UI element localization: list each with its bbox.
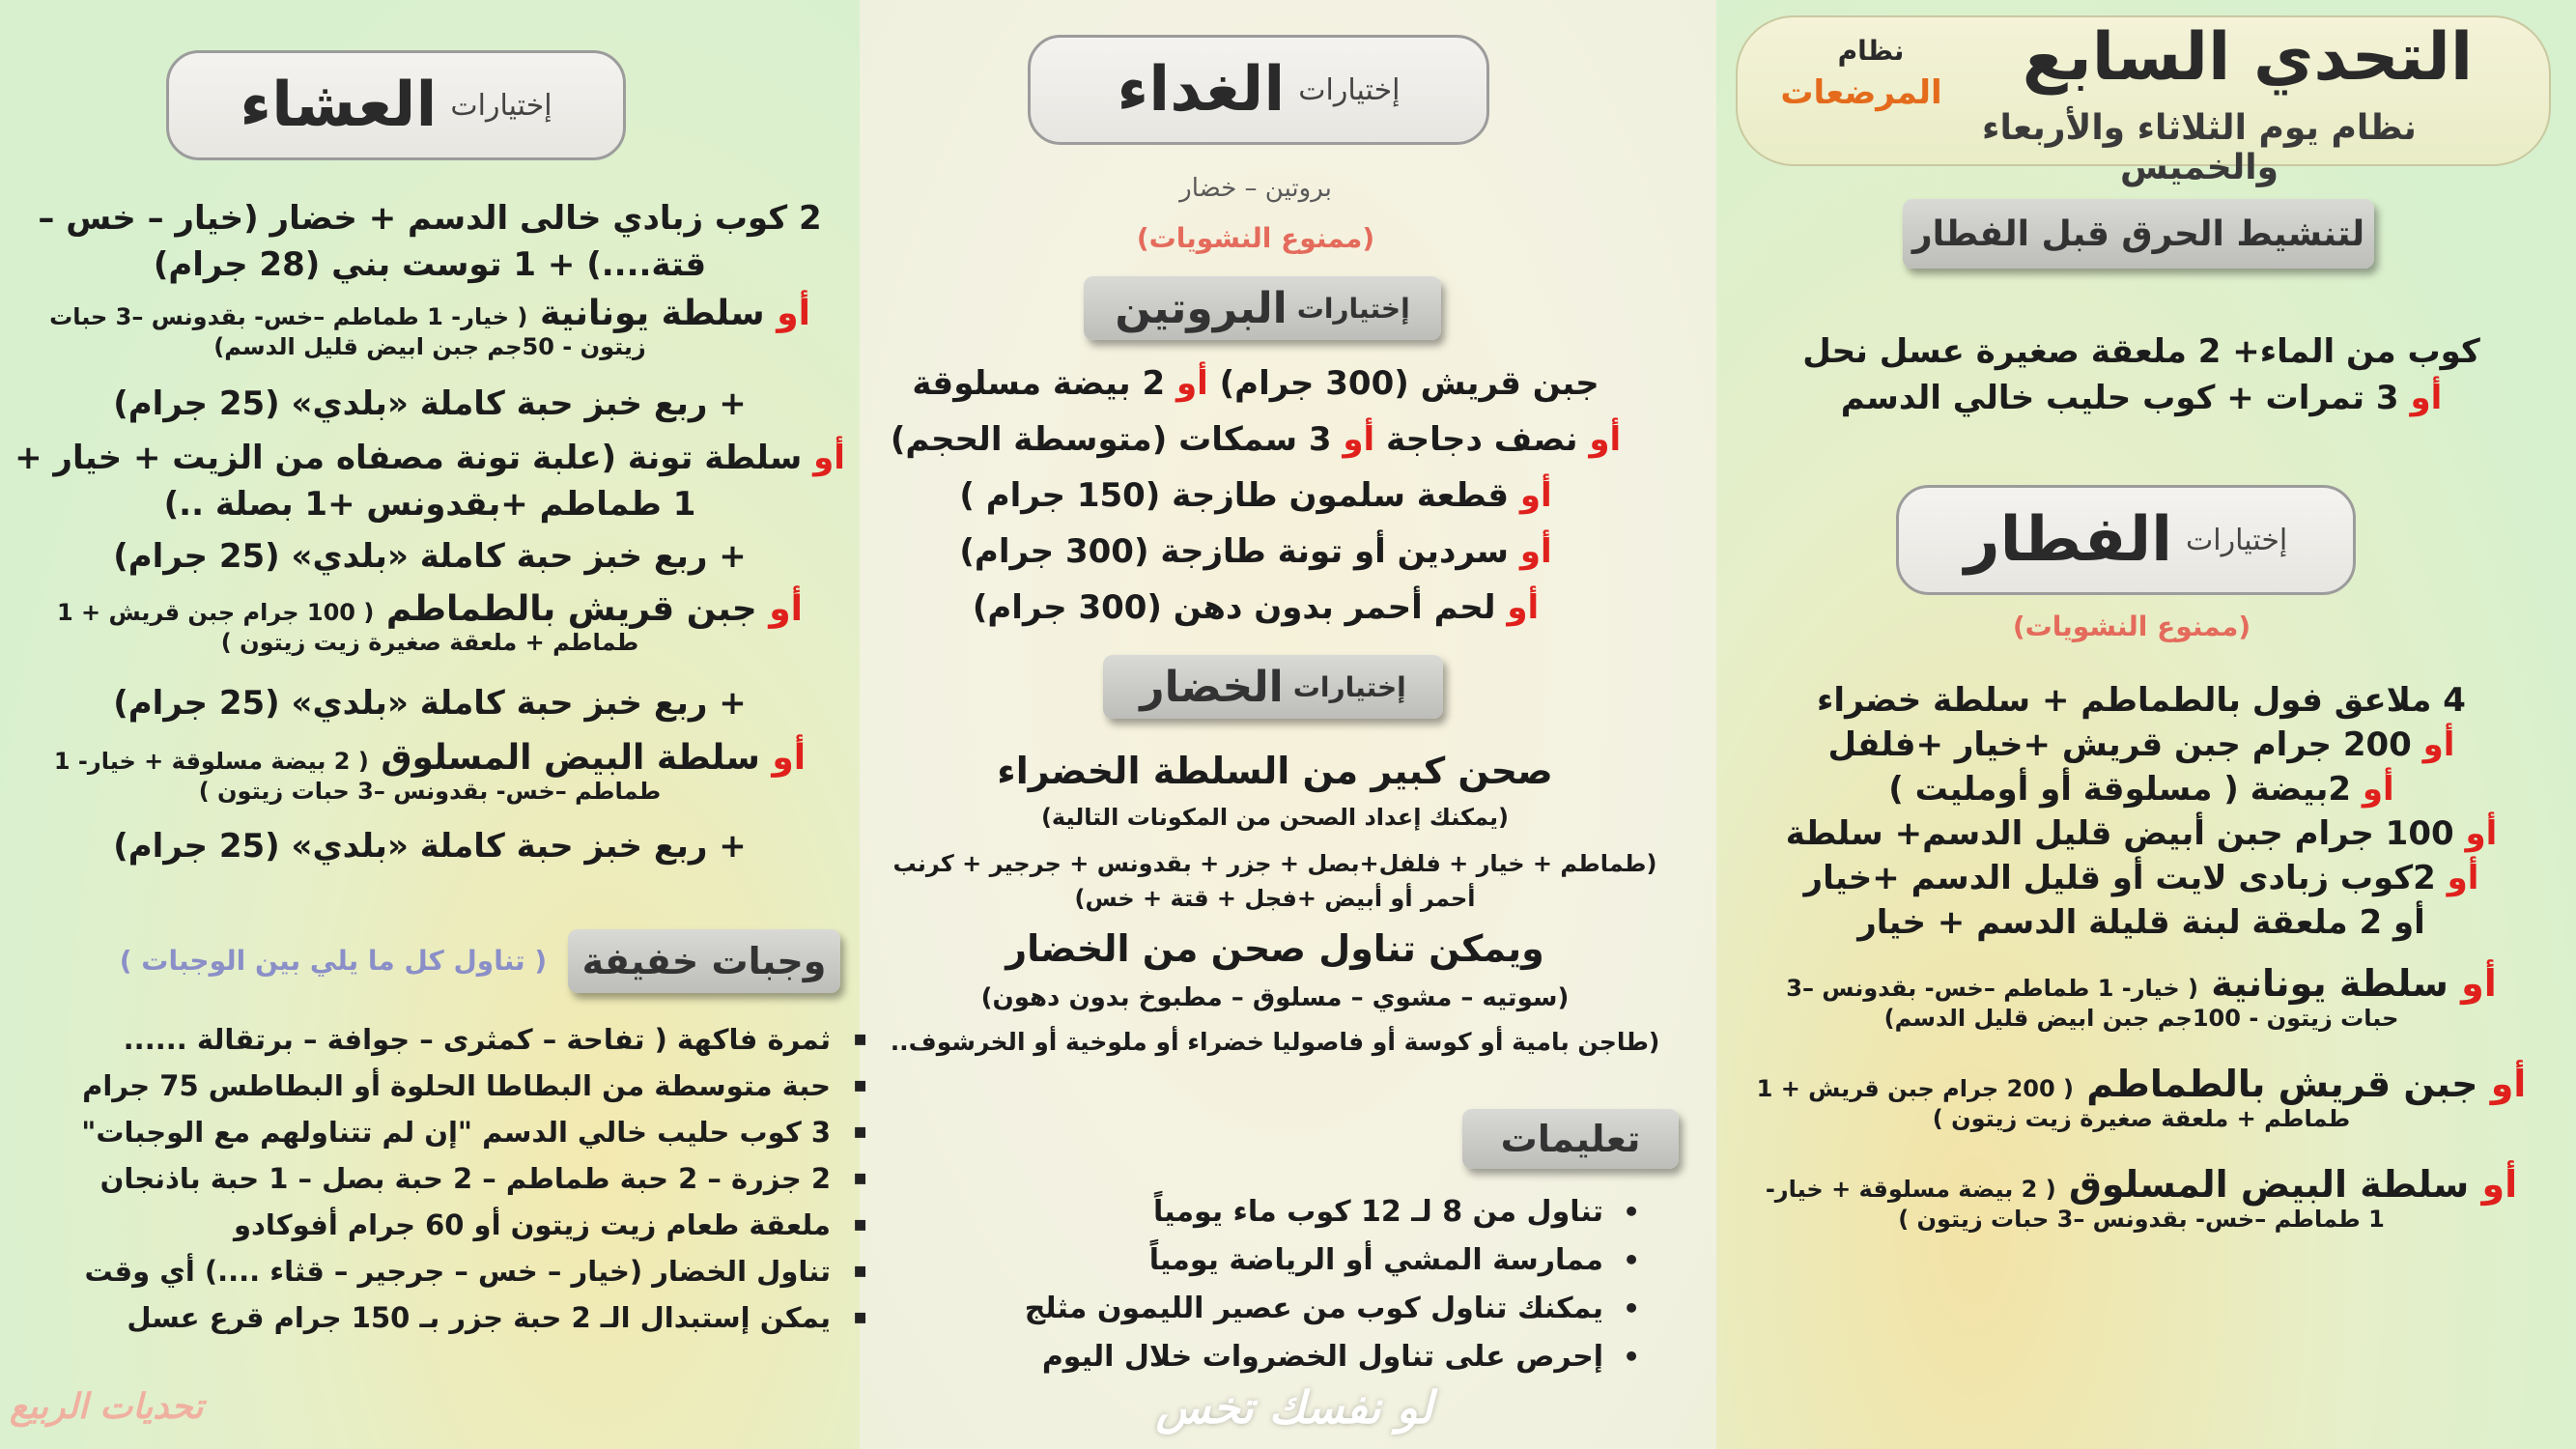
- breakfast-line-text: 200 جرام جبن قريش +خيار +فلفل: [1827, 725, 2412, 764]
- greek-title: سلطة يونانية: [539, 294, 765, 333]
- protein-text: نصف دجاجة: [1386, 420, 1578, 459]
- system-word: نظام: [1837, 35, 1905, 67]
- right-panel: [1716, 0, 2576, 1449]
- cheese-detail: ( 100 جرام جبن قريش + 1: [56, 599, 375, 626]
- breakfast-list: [1774, 678, 2508, 945]
- veg-ingredients: [879, 846, 1671, 916]
- or-word: أو: [2410, 379, 2443, 417]
- or-word: أو: [1507, 588, 1540, 627]
- greek-detail: زيتون - 50جم جبن ابيض قليل الدسم): [213, 333, 646, 360]
- dinner-small: إختيارات: [450, 88, 552, 123]
- lunch-note: (ممنوع النشويات): [1136, 222, 1375, 254]
- bread-line: + ربع خبز حبة كاملة «بلدي» (25 جرام): [113, 537, 747, 576]
- middle-panel: [860, 0, 1716, 1449]
- or-word: أو: [2362, 770, 2394, 809]
- list-item: • يمكنك تناول كوب من عصير الليمون مثلج: [937, 1285, 1603, 1333]
- challenge-subtitle: نظام يوم الثلاثاء والأربعاء والخميس: [1982, 108, 2417, 187]
- dinner-line1a: 2 كوب زبادي خالى الدسم + خضار (خيار – خس –: [38, 199, 822, 238]
- protein-line: [889, 468, 1623, 524]
- cooked-line2: (طاجن بامية أو كوسة أو فاصوليا خضراء أو ملوخية أو الخرشوف..: [890, 1028, 1660, 1056]
- dinner-cheese: [19, 589, 840, 656]
- protein-big: البروتين: [1115, 283, 1288, 333]
- protein-text: 3 سمكات (متوسطة الحجم): [890, 420, 1332, 459]
- veg-big: الخضار: [1140, 662, 1284, 712]
- or-word: أو: [772, 738, 807, 778]
- dinner-header: [166, 50, 626, 160]
- breakfast-line-text: 2بيضة ( مسلوقة أو أومليت ): [1888, 770, 2352, 809]
- tuna-line: 1 طماطم +بقدونس +1 بصلة ..): [163, 485, 696, 524]
- list-item: • تناول من 8 لـ 12 كوب ماء يومياً: [937, 1188, 1603, 1236]
- breakfast-cheese: [1755, 1063, 2528, 1132]
- cooked-title: ويمكن تناول صحن من الخضار: [1005, 927, 1544, 970]
- lunch-big: الغداء: [1117, 54, 1286, 126]
- or-word: أو: [1343, 420, 1375, 459]
- breakfast-note: (ممنوع النشويات): [2012, 611, 2251, 642]
- protein-line: [889, 524, 1623, 580]
- bread-line: + ربع خبز حبة كاملة «بلدي» (25 جرام): [113, 384, 747, 423]
- list-item: ▪ يمكن إستبدال الـ 2 حبة جزر بـ 150 جرام قرع عسل: [39, 1294, 831, 1341]
- list-item: ▪ ثمرة فاكهة ( تفاحة – كمثرى – جوافة – برتقالة ......: [39, 1016, 831, 1063]
- veg-title: صحن كبير من السلطة الخضراء: [997, 750, 1553, 792]
- or-word: أو: [1589, 420, 1622, 459]
- breakfast-egg: [1755, 1163, 2528, 1233]
- nursing-word: المرضعات: [1780, 73, 1942, 112]
- breakfast-line-text: 100 جرام جبن أبيض قليل الدسم+ سلطة: [1785, 814, 2454, 853]
- activate-line2: [1774, 379, 2508, 417]
- breakfast-greek: [1755, 962, 2528, 1032]
- activate-line1: كوب من الماء+ 2 ملعقة صغيرة عسل نحل: [1802, 332, 2480, 371]
- dinner-egg: [19, 738, 840, 805]
- protein-line: [889, 412, 1623, 468]
- protein-line: [889, 355, 1623, 412]
- lunch-header: [1028, 35, 1489, 145]
- breakfast-line: [1774, 723, 2508, 767]
- or-word: أو: [2481, 1163, 2518, 1206]
- breakfast-line: [1774, 900, 2508, 945]
- or-word: أو: [2447, 859, 2479, 897]
- egg-title: سلطة البيض المسلوق: [2068, 1163, 2470, 1206]
- or-word: أو: [777, 294, 810, 333]
- list-item: ▪ تناول الخضار (خيار – خس – جرجير – قثاء ....) أي وقت: [39, 1248, 831, 1294]
- bread-line: + ربع خبز حبة كاملة «بلدي» (25 جرام): [113, 684, 747, 723]
- veg-label: [1103, 655, 1443, 719]
- snacks-label-text: وجبات خفيفة: [581, 940, 827, 982]
- or-word: أو: [1519, 476, 1552, 515]
- cooked-line1: (سوتيه – مشوي – مسلوق – مطبوخ بدون دهون): [980, 983, 1570, 1012]
- challenge-title: التحدي السابع: [2022, 19, 2474, 96]
- or-word: أو: [2465, 814, 2498, 853]
- protein-text: سردين أو تونة طازجة (300 جرام): [959, 532, 1509, 571]
- or-word: أو: [813, 439, 845, 477]
- breakfast-line: [1774, 856, 2508, 900]
- list-item: ▪ ملعقة طعام زيت زيتون أو 60 جرام أفوكادو: [39, 1202, 831, 1248]
- protein-text: 2 بيضة مسلوقة: [912, 364, 1166, 403]
- veg-ingredients-line: (طماطم + خيار + فلفل+بصل + جزر + بقدونس + جرجير + كرنب: [892, 850, 1657, 877]
- breakfast-line-text: أو 2 ملعقة لبنة قليلة الدسم + خيار: [1857, 903, 2425, 942]
- or-word: أو: [769, 589, 804, 629]
- list-item: ▪ حبة متوسطة من البطاطا الحلوة أو البطاطس 75 جرام: [39, 1063, 831, 1109]
- breakfast-small: إختيارات: [2186, 523, 2288, 557]
- dinner-line1b: قتة....) + 1 توست بني (28 جرام): [153, 245, 707, 284]
- breakfast-line: [1774, 767, 2508, 811]
- cheese-detail: طماطم + ملعقة صغيرة زيت زيتون ): [1932, 1105, 2351, 1132]
- egg-detail: طماطم –خس- بقدونس –3 حبات زيتون ): [198, 778, 662, 805]
- cheese-title: جبن قريش بالطماطم: [385, 589, 757, 629]
- watermark-spring: تحديات الربيع: [10, 1387, 204, 1427]
- instructions-label-text: تعليمات: [1500, 1118, 1641, 1160]
- cheese-detail: ( 200 جرام جبن قريش + 1: [1756, 1075, 2074, 1102]
- or-word: أو: [1519, 532, 1552, 571]
- activate-line2-text: 3 تمرات + كوب حليب خالي الدسم: [1840, 379, 2399, 417]
- protein-list: [889, 355, 1623, 636]
- watermark-lose-weight: لو نفسك تخس: [1155, 1381, 1433, 1434]
- instructions-list: [937, 1188, 1642, 1381]
- or-word: أو: [2461, 962, 2497, 1005]
- dinner-greek: [19, 294, 840, 360]
- cheese-title: جبن قريش بالطماطم: [2086, 1063, 2478, 1105]
- dinner-line1: [19, 195, 840, 288]
- protein-text: لحم أحمر بدون دهن (300 جرام): [972, 588, 1496, 627]
- or-word: أو: [1176, 364, 1208, 403]
- tuna-line: سلطة تونة (علبة تونة مصفاه من الزيت + خيار +: [14, 439, 803, 477]
- bread-line: + ربع خبز حبة كاملة «بلدي» (25 جرام): [113, 827, 747, 866]
- breakfast-big: الفطار: [1964, 504, 2173, 576]
- breakfast-header: [1896, 485, 2356, 595]
- breakfast-line-text: 2كوب زبادى لايت أو قليل الدسم +خيار: [1803, 859, 2436, 897]
- snacks-label: [568, 929, 840, 993]
- egg-detail: 1 طماطم –خس- بقدونس –3 حبات زيتون ): [1898, 1206, 2385, 1233]
- or-word: أو: [2422, 725, 2455, 764]
- veg-ingredients-line: أحمر أو أبيض +فجل + قتة + خس): [1074, 885, 1476, 912]
- dinner-big: العشاء: [240, 70, 438, 141]
- list-item: ▪ 3 كوب حليب خالي الدسم "إن لم تتناولهم مع الوجبات": [39, 1109, 831, 1155]
- list-item: • ممارسة المشي أو الرياضة يومياً: [937, 1236, 1603, 1285]
- cheese-detail: طماطم + ملعقة صغيرة زيت زيتون ): [220, 629, 639, 656]
- lunch-formula: بروتين – خضار: [1179, 174, 1332, 203]
- list-item: ▪ 2 جزرة – 2 حبة طماطم – 2 حبة بصل – 1 حبة باذنجان: [39, 1155, 831, 1202]
- snacks-list: [39, 1016, 869, 1341]
- breakfast-line: [1774, 811, 2508, 856]
- greek-detail: ( خيار- 1 طماطم –خس- بقدونس –3: [1786, 975, 2198, 1002]
- dinner-tuna: [10, 435, 850, 527]
- veg-small: إختيارات: [1292, 670, 1406, 703]
- greek-detail: ( خيار- 1 طماطم –خس- بقدونس –3 حبات: [49, 303, 528, 330]
- snacks-note: ( تناول كل ما يلي بين الوجبات ): [119, 945, 548, 977]
- protein-text: قطعة سلمون طازجة (150 جرام ): [959, 476, 1509, 515]
- or-word: أو: [2490, 1063, 2527, 1105]
- breakfast-line: [1774, 678, 2508, 723]
- protein-text: جبن قريش (300 جرام): [1219, 364, 1599, 403]
- activate-label-text: لتنشيط الحرق قبل الفطار: [1911, 213, 2365, 254]
- egg-detail: ( 2 بيضة مسلوقة + خيار-: [1765, 1176, 2056, 1203]
- lunch-small: إختيارات: [1298, 72, 1401, 107]
- protein-label: [1084, 276, 1441, 340]
- protein-line: [889, 580, 1623, 636]
- greek-detail: حبات زيتون - 100جم جبن ابيض قليل الدسم): [1883, 1005, 2399, 1032]
- instructions-label: [1462, 1109, 1679, 1169]
- protein-small: إختيارات: [1296, 292, 1410, 325]
- veg-note: (يمكنك إعداد الصحن من المكونات التالية): [1040, 804, 1510, 831]
- breakfast-line-text: 4 ملاعق فول بالطماطم + سلطة خضراء: [1817, 681, 2466, 720]
- activate-label: [1903, 199, 2374, 269]
- list-item: • إحرص على تناول الخضروات خلال اليوم: [937, 1333, 1603, 1381]
- egg-title: سلطة البيض المسلوق: [381, 738, 760, 778]
- left-panel: [0, 0, 860, 1449]
- greek-title: سلطة يونانية: [2211, 962, 2449, 1005]
- egg-detail: ( 2 بيضة مسلوقة + خيار- 1: [53, 748, 369, 775]
